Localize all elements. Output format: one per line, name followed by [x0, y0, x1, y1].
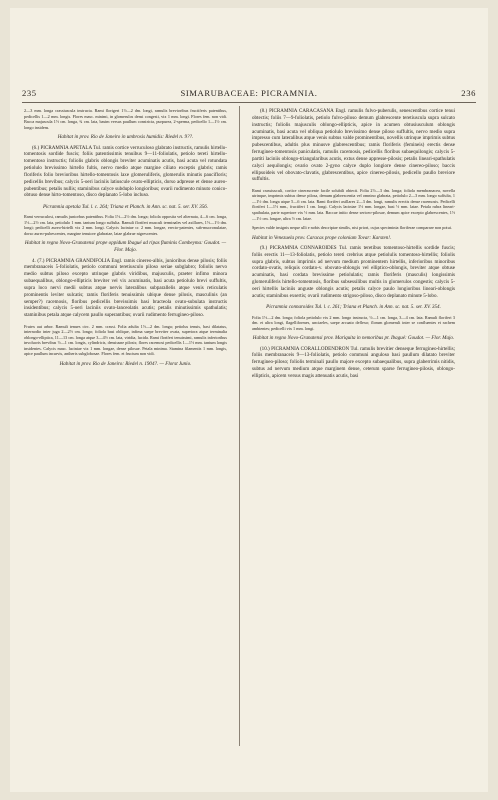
- left-citation: Habitat in regno Novo-Granatensi prope oppidum Ibagué ad ripas fluminis Combeyma: Goudot. — Flor. Majo.: [24, 240, 227, 254]
- right-description-note: Folia 1½—2 dm. longa; foliola petiolulo vix 2 mm. longo instructa, ½—1 cm. longa, 3—4 cm. lata. Ramuli floriferi 3 dm. et ultra longi, flagelliformes, unciaeles, saepe arcuato deflexo; florum glomeruli inter se confluentes et rachem ambientes; pedicelli vix 1 mm. longi.: [252, 314, 455, 331]
- left-citation: Habitat in prov. Rio de Janeiro in umbrosis humidis: Riedel n. 9??.: [57, 134, 194, 141]
- left-species-paragraph: (6.) PICRAMNIA APETALA Tul. ramis cortice verruculoso glabrato instructis, ramulis hirtello-tomentosis sordide fuscis; foliis patentissimis tenuibus 9—11-foliolatis, petiolo tereti hirtello-tomentoso instructis; foliolis glabris oblongis breviter acuminatis acutis, basi acuta vel rotundata petiolulo brevissimo hirtello fultis, nervo medio atque margine ciliato exceptis glabris; ramis floriferis folio brevioribus hirtello-tomentosis laxe glomeruliferis, glomerulis minutis paucifloris; pedicellis brevibus; calycis 5-oeri laciniis latiuscule ovato-ellipticis, dorso adpresse et dense aureo-pubentibus; petalis nullis; staminibus calyce subduplo longioribus; ovarii rudimento minuto conico-obtuso dense hirto-tomentoso, disco deplanato 5-lobo incluso.: [24, 144, 227, 199]
- right-description-note: Species valde insignis neque ulli e nobis descriptae similis, nisi priori, cujus speciminia floriferae comparare non potui.: [252, 225, 452, 231]
- left-description-note: 2—3 mm. longa crassiuscula instructa. Rami florigeri 1½—2 dm. longi, ramulis brevioribus fructiferis patentibus, pedicellis 1—2 mm. longis. Flores masc. minimi, in glomerulos densi congesti, vix 1 mm. longi. Flores fem. non vidi. Bacca majuscula 1½ cm. longa, ¾ cm. lata, basim versus paullum constricta, purpurea, 2-sperma, pedicello 1—1½ cm. longo insidens.: [24, 108, 227, 130]
- header-rule: [22, 102, 476, 103]
- left-citation: Habitat in prov. Rio de Janeiro: Riedel n. 1904?. — Florst Junio.: [59, 360, 192, 367]
- page-number-right: 236: [461, 88, 476, 98]
- left-description-note: Frutex aut arbor. Ramuli tenues circ. 2 mm. crassi. Folia adulta 1½—2 dm. longa; petiolus tenuis, basi dilatatus, internodio inter juga 2—2½ cm. longo; foliola basi oblique, infima saepe breviter ovata, superiora atque terminalia oblongo-elliptica, 11—13 cm. longa atque 3—4½ cm. lata, viridia, lucida. Rami floriferi tenuissimi, ramulis inferioribus involucris brevibus ½—1 cm. longis, cylindricis, densiusne pilosis; flores racemosi pedicellis 1—1½ mm. tantum longis insidentes. Calycis masc. laciniae vix 1 mm. longae, dense pilosae. Petala minima. Stamina filamentis 1 mm. longis, apice paullum incurvis, antheris subglobosae. Flores fem. et fructum non vidi.: [24, 323, 227, 357]
- right-description-note: Rami crassiusculi, cortice cinerascente facile solubili obtecti. Folia 2½—3 dm. longa; foliola membranacea, novella utrinque, imprimis subtus dense pilosa, demum glabrescentia vel omnino glabrata, petiolulo 2—3 mm. longo suffulta, 1—1½ dm. longa atque 5—6 cm. lata. Rami floriferi axillares 2—3 dm. longi, ramulis erectis dense racemosis. Pedicelli floriferi 1—1½ mm., fructiferi 1 cm. longi. Calycis laciniae 1½ mm. longae, basi ½ mm. latae. Petala rubra lineari-spathulata, parte superiore vix ½ mm. lata. Baccae initio dense sericeo-pilosae, demum apice excepto glabrescentes, 1½—1½ cm. longae, ultra ½ cm. latae.: [252, 187, 455, 221]
- running-header: [22, 88, 476, 102]
- right-citation: Habitat in Venezuela prov. Caracas prope coloniam Tovar: Karsten!.: [252, 234, 392, 241]
- right-citation: Picramnia connaroides Tul. l. c. 261; Triana et Planch. in Ann. sc. nat. 5. ser. XV. 354.: [266, 304, 441, 311]
- right-column: [252, 108, 455, 384]
- right-species-paragraph: (10.) PICRAMNIA CORALLODENDRON Tul. ramulis brevitier denseque ferrugineo-hirtellis; foliis membranaceis 9—13-foliolatis, petiolo communi anguloso basi paullum dilatato breviter ferrugineo-piloso; foliolis terminali paullo majore excepto subaequalibus, supra glaberrimis nitidis, subtus ad nervum medium atque marginem dense, ceterum sparse ferrugineo-pilosis, oblongo-ellipticis, apicem versus magis attenuatis acutis, basi: [252, 345, 455, 379]
- left-column: [24, 108, 227, 371]
- right-citation: Habitat in regno Novo-Granatensi prov. Mariquita in nemoribus pr. Ibagué: Goudot. — Flor. Majo.: [252, 335, 455, 342]
- running-title: SIMARUBACEAE: PICRAMNIA.: [180, 88, 318, 98]
- page-number-left: 235: [22, 88, 37, 98]
- left-description-note: Rami verruculosi, ramulis juniorbus patentibus. Folia 1½—2½ dm. longa; foliola opposita vel alternata, 4—6 cm. longa, 1½—2½ cm. lata, petiolulo 1 mm. tantum longo suffulta. Ramuli floriferi musculi terminales vel axillares, 1½—1½ dm. longi; pedicelli aureo-hirtelli vix 2 mm. longi. Calycis laciniae cr. 2 mm. longae, erecto-patentes, sub-mucronulatae, dorso aureo-pubescentes, margine tenuiore glabratae, latae glabrae nigrescentes.: [24, 214, 227, 236]
- left-citation: Picramnia apetala Tul. l. c. 264; Triana et Planch. in Ann. sc. nat. 5. ser. XV. 356.: [42, 203, 209, 210]
- right-species-paragraph: (8.) PICRAMNIA CARACASANA Engl. ramulis fulvo-puberulis, senescentibus cortice tenui obtectis; foliis 7—9-foliolatis, petiolo fulvo-piloso demum glabrescente teretiuscula supra sulcato instructis; foliolis majusculis oblongo-ellipticis, apice in acumen obtusiusculum oblongis acuminatis, basi acuta vel obliqua petiolulo brevissimo dense piloso suffultis, nervo medio supra impresso cum lateralibus atque venis subtus valde prominentibus, novellis utrinque imprimis subtus pubescentibus, adultis plus minusve glabrescentibus; ramis floriferis (femineis) erectis dense ferrugineo-tomentosis paniculatis, ramulis racemosis, pedicellis floribus subaequilongis; calycis 5-partiti laciniis oblongo-triangularibus acutis, extus dense appresse-pilosis; petalis lineari-spathulatis calyci aequilongis; ovario ovato 2-gyno calyce duplo longiore dense cinereo-piloso; baccis ellipsoideis vel obovato-clavatis, glabrescentibus, apice cinereo-pilosis, pedicello paullo breviore suffultis.: [252, 108, 455, 183]
- left-species-paragraph: 4. (7.) PICRAMNIA GRANDIFOLIA Engl. ramis cinereo-albis, junioribus dense pilosis; foliis membranaceis 5-foliolatis, petiolo communi teretiusculo piloso seriae subglabro; foliolis nervo medio subtus piloso excepto utrinque glabris viridibus, majusculis, praeter infimo minora subaequalibus, oblongo-ellipticis breviter vel vix acuminatis, basi acuta petiolulo brevi suffultis, supra loco nervi medii subtus atque nervis lateralibus subparallelis atque venis reticulatis prominentis leviter sulcatis; ramis floriferis tenuissimis ubique dense pilosis, masculinis (an semper?) racemosis, floribus pedicellis brevissimis basi bracteola ovato-subulata instructis insidentibus; calycis 5-oeri laciniis ovato-lanceolatis acutis; petalis minutissimis spathulatis; staminibus petala atque calycem paullo superantibus; ovarii rudimento ferrugineo-piloso.: [24, 257, 227, 319]
- right-species-paragraph: (9.) PICRAMNIA CONNAROIDES Tul. ramis teretibus tomentoso-hirtellis sordide fuscis; foliis erectis 11—13-foliolatis, petiolo tereti crebrius atque petiolulis tomentoso-hirtellis; foliolis supra glabris, subtus imprimis ad nervum medium prominentem hirtellis, inferioribus minoribus cordato-ovatis, reliquis cordato-v. obovato-oblongis vel elliptico-oblongis, breviter atque obtuse acuminatis, basi cordata brevissime petiolulatis; ramis floriferis (masculis) longissimis glomeruliferis hirtello-tomentosis, floribus subsessilibus multis in glomerulos congestis; calycis 5-oeri hirtellis laciniis anguste oblongis acutis; petalis calyce paulo longioribus lineari-oblongis acutis; staminibus exsertis; ovarii rudimento strigoso-piloso, disco deplanato minute 5-lobo.: [252, 244, 455, 299]
- column-divider: [239, 106, 240, 746]
